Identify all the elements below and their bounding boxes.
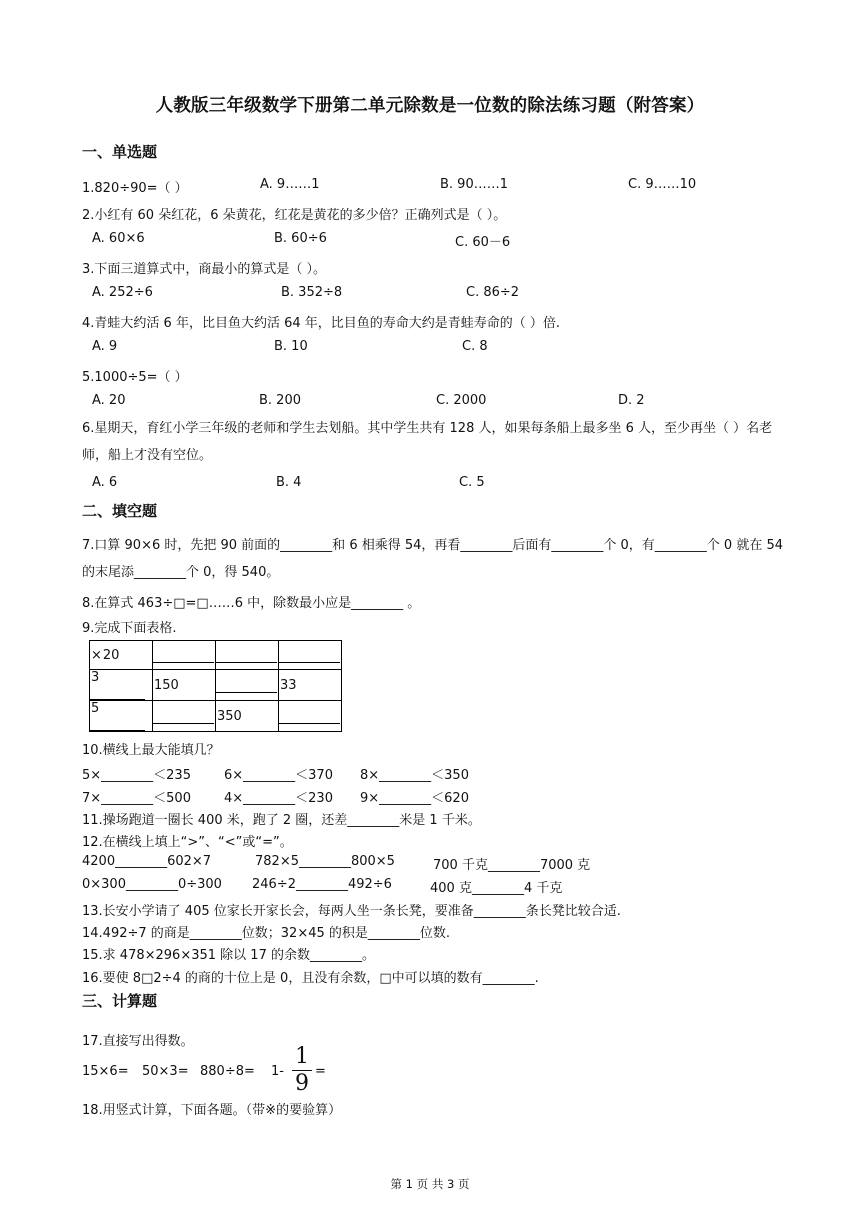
question-4-option-a: A. 9 [92, 339, 118, 354]
question-10-item: 6×________＜370 [224, 768, 333, 783]
question-6-option-c: C. 5 [459, 475, 485, 490]
table-row [90, 641, 342, 670]
question-1-option-b: B. 90……1 [440, 177, 508, 192]
fraction-one-ninth [290, 1046, 314, 1095]
question-3-option-b: B. 352÷8 [281, 285, 343, 300]
question-12-item: 400 克________4 千克 [430, 881, 563, 896]
table-cell-blank [153, 701, 216, 732]
question-10-stem: 10.横线上最大能填几？ [82, 743, 220, 758]
question-5-option-a: A. 20 [92, 393, 126, 408]
question-17-stem: 17.直接写出得数。 [82, 1034, 194, 1049]
table-cell: 5 [90, 701, 153, 732]
question-2-stem: 2.小红有 60 朵红花，6 朵黄花，红花是黄花的多少倍？正确列式是（ ）。 [82, 208, 507, 223]
question-12-item: 782×5________800×5 [255, 854, 395, 869]
multiplication-table [89, 640, 342, 732]
page-footer: 第 1 页 共 3 页 [390, 1177, 470, 1191]
fraction-denominator: 9 [295, 1071, 309, 1096]
question-17-equals: = [315, 1064, 326, 1079]
question-17-item: 50×3= [142, 1064, 189, 1079]
question-4-option-c: C. 8 [462, 339, 488, 354]
table-cell-blank [279, 701, 342, 732]
question-3-option-a: A. 252÷6 [92, 285, 153, 300]
question-12-item: 246÷2________492÷6 [252, 877, 392, 892]
question-16: 16.要使 8□2÷4 的商的十位上是 0，且没有余数，□中可以填的数有________. [82, 971, 539, 986]
section-heading-calculation: 三、计算题 [82, 992, 158, 1010]
table-cell-blank [216, 670, 279, 701]
question-1-option-c: C. 9……10 [628, 177, 697, 192]
table-cell: 150 [153, 670, 216, 701]
question-14: 14.492÷7 的商是________位数；32×45 的积是________位数. [82, 926, 451, 941]
question-1-stem: 1.820÷90=（ ） [82, 181, 188, 196]
question-5-option-d: D. 2 [618, 393, 645, 408]
question-6-option-a: A. 6 [92, 475, 118, 490]
question-4-option-b: B. 10 [274, 339, 308, 354]
question-12-item: 0×300________0÷300 [82, 877, 222, 892]
question-12-stem: 12.在横线上填上“>”、“<”或“=”。 [82, 835, 293, 850]
question-5-stem: 5.1000÷5=（ ） [82, 370, 188, 385]
question-4-stem: 4.青蛙大约活 6 年，比目鱼大约活 64 年，比目鱼的寿命大约是青蛙寿命的（ ）倍. [82, 316, 561, 331]
question-15: 15.求 478×296×351 除以 17 的余数________。 [82, 948, 375, 963]
question-10-item: 9×________＜620 [360, 791, 469, 806]
question-2-option-c: C. 60－6 [455, 235, 511, 250]
question-10-item: 5×________＜235 [82, 768, 191, 783]
section-heading-fill-blank: 二、填空题 [82, 502, 158, 520]
question-7: 7.口算 90×6 时，先把 90 前面的________和 6 相乘得 54，再看________后面有________个 0，有________个 0 就在 54 的末尾添________个 0，得 540。 [82, 538, 784, 580]
table-row [90, 701, 342, 732]
table-cell-blank [153, 641, 216, 670]
question-6-stem: 6.星期天，育红小学三年级的老师和学生去划船。其中学生共有 128 人，如果每条船上最多坐 6 人，至少再坐（ ）名老师，船上才没有空位。 [82, 421, 773, 463]
section-heading-single-choice: 一、单选题 [82, 143, 158, 161]
question-5-option-c: C. 2000 [436, 393, 487, 408]
question-2-option-a: A. 60×6 [92, 231, 145, 246]
question-10-item: 4×________＜230 [224, 791, 333, 806]
question-17-item: 880÷8= [200, 1064, 255, 1079]
table-cell: 3 [90, 670, 153, 701]
question-17-item: 1- [271, 1064, 284, 1079]
question-8: 8.在算式 463÷□=□……6 中，除数最小应是________ 。 [82, 596, 421, 611]
document-title: 人教版三年级数学下册第二单元除数是一位数的除法练习题（附答案） [155, 96, 705, 116]
question-6-option-b: B. 4 [276, 475, 302, 490]
question-18: 18.用竖式计算，下面各题。（带※的要验算） [82, 1103, 342, 1118]
question-12-item: 700 千克________7000 克 [433, 858, 591, 873]
fraction-numerator: 1 [295, 1044, 309, 1069]
question-10-item: 8×________＜350 [360, 768, 469, 783]
table-cell-blank [216, 641, 279, 670]
question-3-stem: 3.下面三道算式中，商最小的算式是（ ）。 [82, 262, 327, 277]
table-cell-blank [279, 641, 342, 670]
table-row [90, 670, 342, 701]
question-3-option-c: C. 86÷2 [466, 285, 520, 300]
table-cell: ×20 [90, 641, 153, 670]
question-13: 13.长安小学请了 405 位家长开家长会，每两人坐一条长凳，要准备________条长凳比较合适. [82, 904, 621, 919]
question-17-item: 15×6= [82, 1064, 129, 1079]
question-12-item: 4200________602×7 [82, 854, 212, 869]
table-cell: 350 [216, 701, 279, 732]
question-11: 11.操场跑道一圈长 400 米，跑了 2 圈，还差________米是 1 千米。 [82, 813, 481, 828]
question-10-item: 7×________＜500 [82, 791, 191, 806]
question-9-stem: 9.完成下面表格. [82, 621, 177, 636]
question-2-option-b: B. 60÷6 [274, 231, 327, 246]
table-cell: 33 [279, 670, 342, 701]
question-1-option-a: A. 9……1 [260, 177, 320, 192]
question-5-option-b: B. 200 [259, 393, 301, 408]
